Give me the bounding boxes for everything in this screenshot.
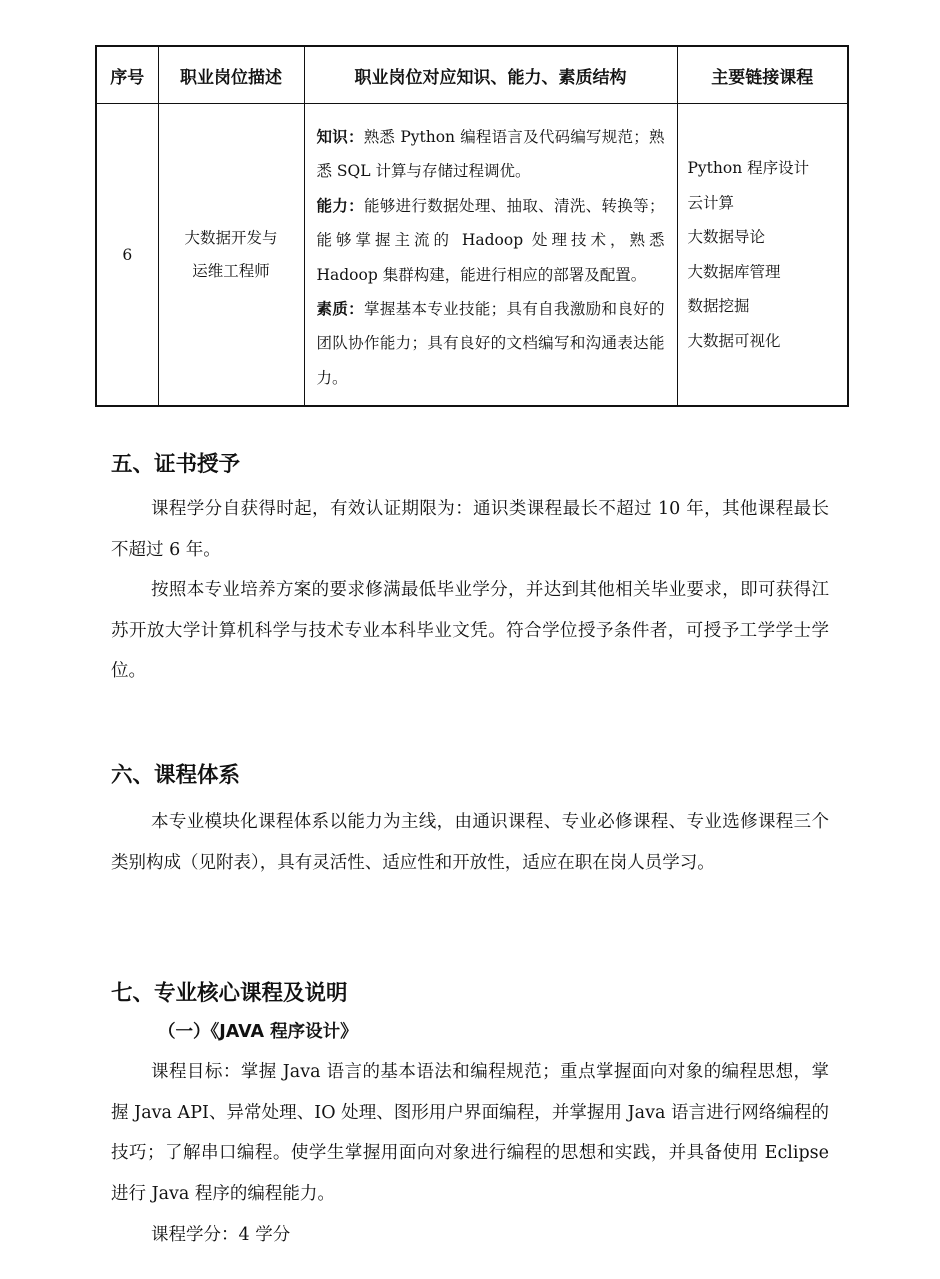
position-line-2: 运维工程师 [192, 261, 270, 280]
section-6-title: 六、课程体系 [111, 763, 241, 788]
course-item: Python 程序设计 [687, 159, 810, 177]
ability-block [317, 189, 665, 292]
job-position-table [95, 45, 849, 407]
section-7-paragraph-2: 课程学分：4 学分 [151, 1225, 291, 1245]
header-linked-courses: 主要链接课程 [677, 46, 848, 104]
position-line-1: 大数据开发与 [184, 228, 278, 247]
course-item: 大数据可视化 [687, 331, 781, 350]
section-6-paragraph-1: 本专业模块化课程体系以能力为主线，由通识课程、专业必修课程、专业选修课程三个类别构成（见附表），具有灵活性、适应性和开放性，适应在职在岗人员学习。 [111, 812, 829, 873]
row-position-description [158, 104, 304, 407]
knowledge-block [317, 120, 665, 189]
quality-text: 掌握基本专业技能；具有自我激励和良好的团队协作能力；具有良好的文档编写和沟通表达能力。 [316, 299, 665, 387]
ability-text: 能够进行数据处理、抽取、清洗、转换等；能够掌握主流的 Hadoop 处理技术，熟悉 Hadoop 集群构建，能进行相应的部署及配置。 [316, 196, 665, 284]
quality-label: 素质： [316, 299, 364, 318]
course-item: 大数据库管理 [687, 262, 781, 281]
ability-label: 能力： [316, 196, 364, 215]
section-5-paragraph-1: 课程学分自获得时起，有效认证期限为：通识类课程最长不超过 10 年，其他课程最长不超过 6 年。 [111, 499, 829, 560]
header-index: 序号 [96, 46, 158, 104]
course-item: 云计算 [687, 193, 735, 212]
row-linked-courses [677, 104, 848, 407]
subsection-java-title: （一）《JAVA 程序设计》 [158, 1022, 358, 1042]
section-7-paragraph-1: 课程目标：掌握 Java 语言的基本语法和编程规范；重点掌握面向对象的编程思想，掌握 Java API、异常处理、IO 处理、图形用户界面编程，并掌握用 Java 语言进行网络编程的技巧；了解串口编程。使学生掌握用面向对象进行编程的思想和实践，并具备使用 Eclipse 进行 Java 程序的编程能力。 [111, 1062, 829, 1204]
row-index: 6 [96, 104, 158, 407]
header-structure: 职业岗位对应知识、能力、素质结构 [304, 46, 677, 104]
knowledge-label: 知识： [316, 127, 364, 146]
section-5-title: 五、证书授予 [111, 452, 241, 477]
quality-block [317, 292, 665, 395]
course-item: 大数据导论 [687, 228, 766, 246]
table-row [96, 104, 848, 407]
section-5-paragraph-2: 按照本专业培养方案的要求修满最低毕业学分，并达到其他相关毕业要求，即可获得江苏开放大学计算机科学与技术专业本科毕业文凭。符合学位授予条件者，可授予工学学士学位。 [111, 580, 829, 681]
knowledge-text: 熟悉 Python 编程语言及代码编写规范；熟悉 SQL 计算与存储过程调优。 [316, 127, 665, 181]
table-header-row [96, 46, 848, 104]
header-position-description: 职业岗位描述 [158, 46, 304, 104]
course-item: 数据挖掘 [687, 297, 750, 315]
section-7-title: 七、专业核心课程及说明 [111, 981, 348, 1006]
row-structure [304, 104, 677, 407]
